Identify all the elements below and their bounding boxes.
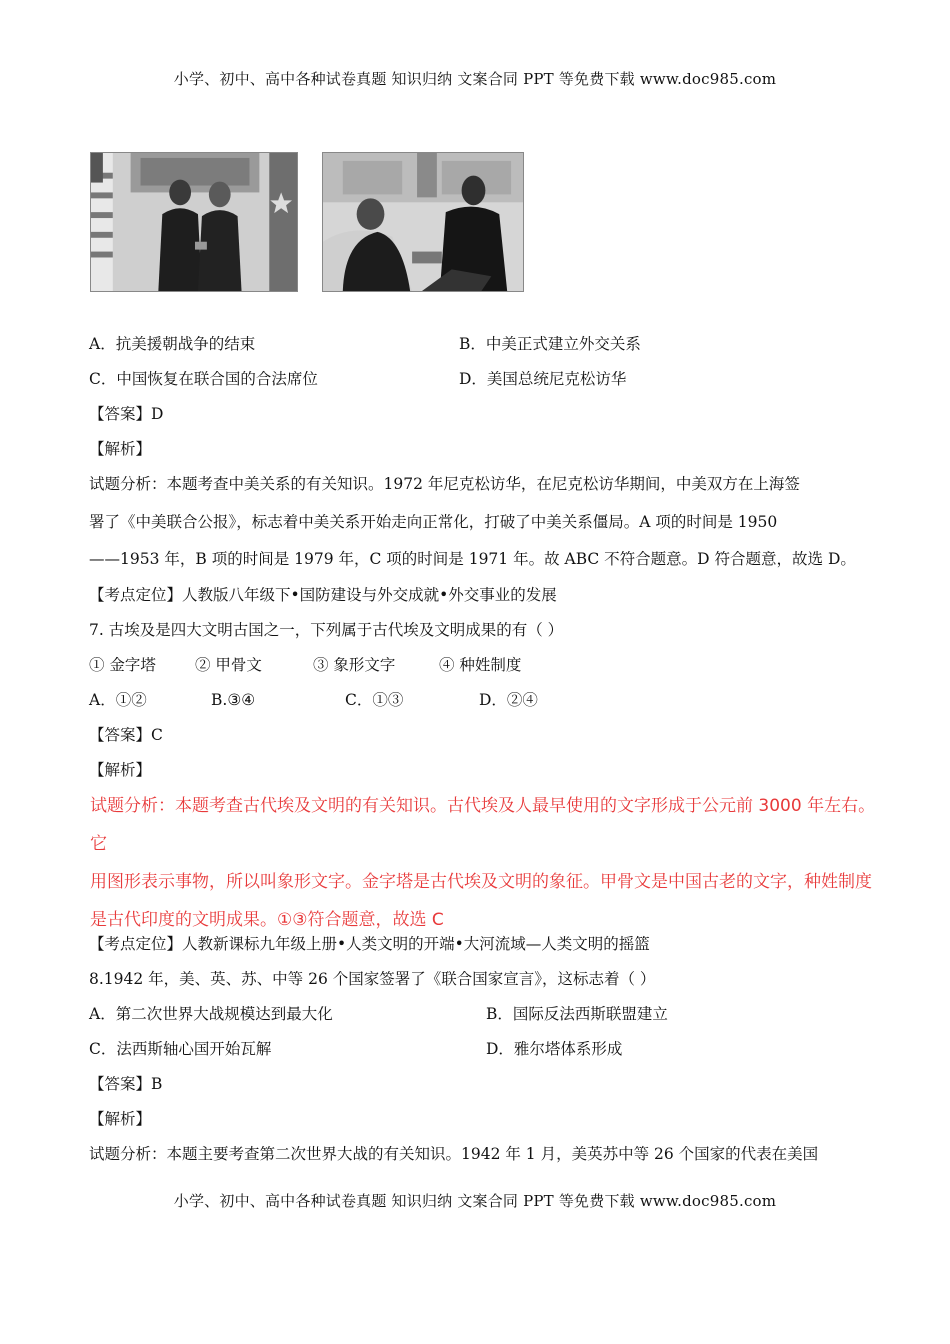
q7-options — [89, 690, 589, 710]
q6-option-row-2 — [89, 369, 627, 389]
q7-analysis-line-1: 试题分析：本题考查古代埃及文明的有关知识。古代埃及人最早使用的文字形成于公元前 3000 年左右。它 — [90, 796, 876, 854]
q7-stem: 7. 古埃及是四大文明古国之一，下列属于古代埃及文明成果的有（ ） — [89, 621, 564, 639]
q7-item-3: ③ 象形文字 — [313, 656, 396, 674]
q7-option-d: D．②④ — [479, 691, 538, 709]
q7-item-1: ① 金字塔 — [89, 656, 156, 674]
q7-option-b: B.③④ — [211, 691, 256, 709]
q6-analysis-line-3: ——1953 年，B 项的时间是 1979 年，C 项的时间是 1971 年。故 ABC 不符合题意。D 符合题意，故选 D。 — [89, 550, 856, 568]
q7-option-c: C．①③ — [345, 691, 404, 709]
q7-kaodian: 【考点定位】人教新课标九年级上册•人类文明的开端•大河流域—人类文明的摇篮 — [89, 935, 650, 953]
q7-option-a: A．①② — [89, 691, 147, 709]
q6-kaodian: 【考点定位】人教版八年级下•国防建设与外交成就•外交事业的发展 — [89, 586, 557, 604]
q7-analysis-line-2: 用图形表示事物，所以叫象形文字。金字塔是古代埃及文明的象征。甲骨文是中国古老的文字，种姓制度 — [90, 872, 872, 892]
page-header: 小学、初中、高中各种试卷真题 知识归纳 文案合同 PPT 等免费下载 www.doc985.com — [173, 70, 777, 88]
q8-option-row-1 — [89, 1004, 668, 1024]
q8-option-a: A．第二次世界大战规模达到最大化 — [89, 1005, 333, 1023]
photo-handshake — [90, 152, 298, 292]
q7-answer: 【答案】C — [89, 726, 163, 744]
q6-option-b: B．中美正式建立外交关系 — [459, 335, 641, 353]
q8-option-c: C．法西斯轴心国开始瓦解 — [89, 1040, 272, 1058]
q7-item-4: ④ 种姓制度 — [439, 656, 522, 674]
q7-item-2: ② 甲骨文 — [195, 656, 262, 674]
q8-analysis-line-1: 试题分析：本题主要考查第二次世界大战的有关知识。1942 年 1 月，美英苏中等 26 个国家的代表在美国 — [89, 1145, 819, 1163]
q6-analysis-label: 【解析】 — [89, 440, 152, 458]
q7-analysis-text — [90, 787, 880, 939]
q6-option-row-1 — [89, 334, 641, 354]
q6-option-d: D．美国总统尼克松访华 — [459, 370, 627, 388]
q8-stem: 8.1942 年，美、英、苏、中等 26 个国家签署了《联合国家宣言》，这标志着（ ） — [89, 970, 656, 988]
q7-analysis-label: 【解析】 — [89, 761, 152, 779]
q8-option-b: B．国际反法西斯联盟建立 — [486, 1005, 668, 1023]
q7-items — [89, 655, 589, 675]
q7-analysis-line-3: 是古代印度的文明成果。①③符合题意，故选 C — [90, 910, 444, 930]
q6-option-a: A．抗美援朝战争的结束 — [89, 335, 256, 353]
q8-option-d: D．雅尔塔体系形成 — [486, 1040, 623, 1058]
q8-analysis-label: 【解析】 — [89, 1110, 152, 1128]
q6-option-c: C．中国恢复在联合国的合法席位 — [89, 370, 318, 388]
q6-analysis-line-1: 试题分析：本题考查中美关系的有关知识。1972 年尼克松访华，在尼克松访华期间，中美双方在上海签 — [89, 475, 800, 493]
q6-analysis-line-2: 署了《中美联合公报》，标志着中美关系开始走向正常化，打破了中美关系僵局。A 项的时间是 1950 — [89, 513, 778, 531]
q6-answer: 【答案】D — [89, 405, 164, 423]
q8-answer: 【答案】B — [89, 1075, 163, 1093]
q8-option-row-2 — [89, 1039, 623, 1059]
photo-meeting — [322, 152, 524, 292]
page-footer: 小学、初中、高中各种试卷真题 知识归纳 文案合同 PPT 等免费下载 www.doc985.com — [173, 1192, 777, 1210]
